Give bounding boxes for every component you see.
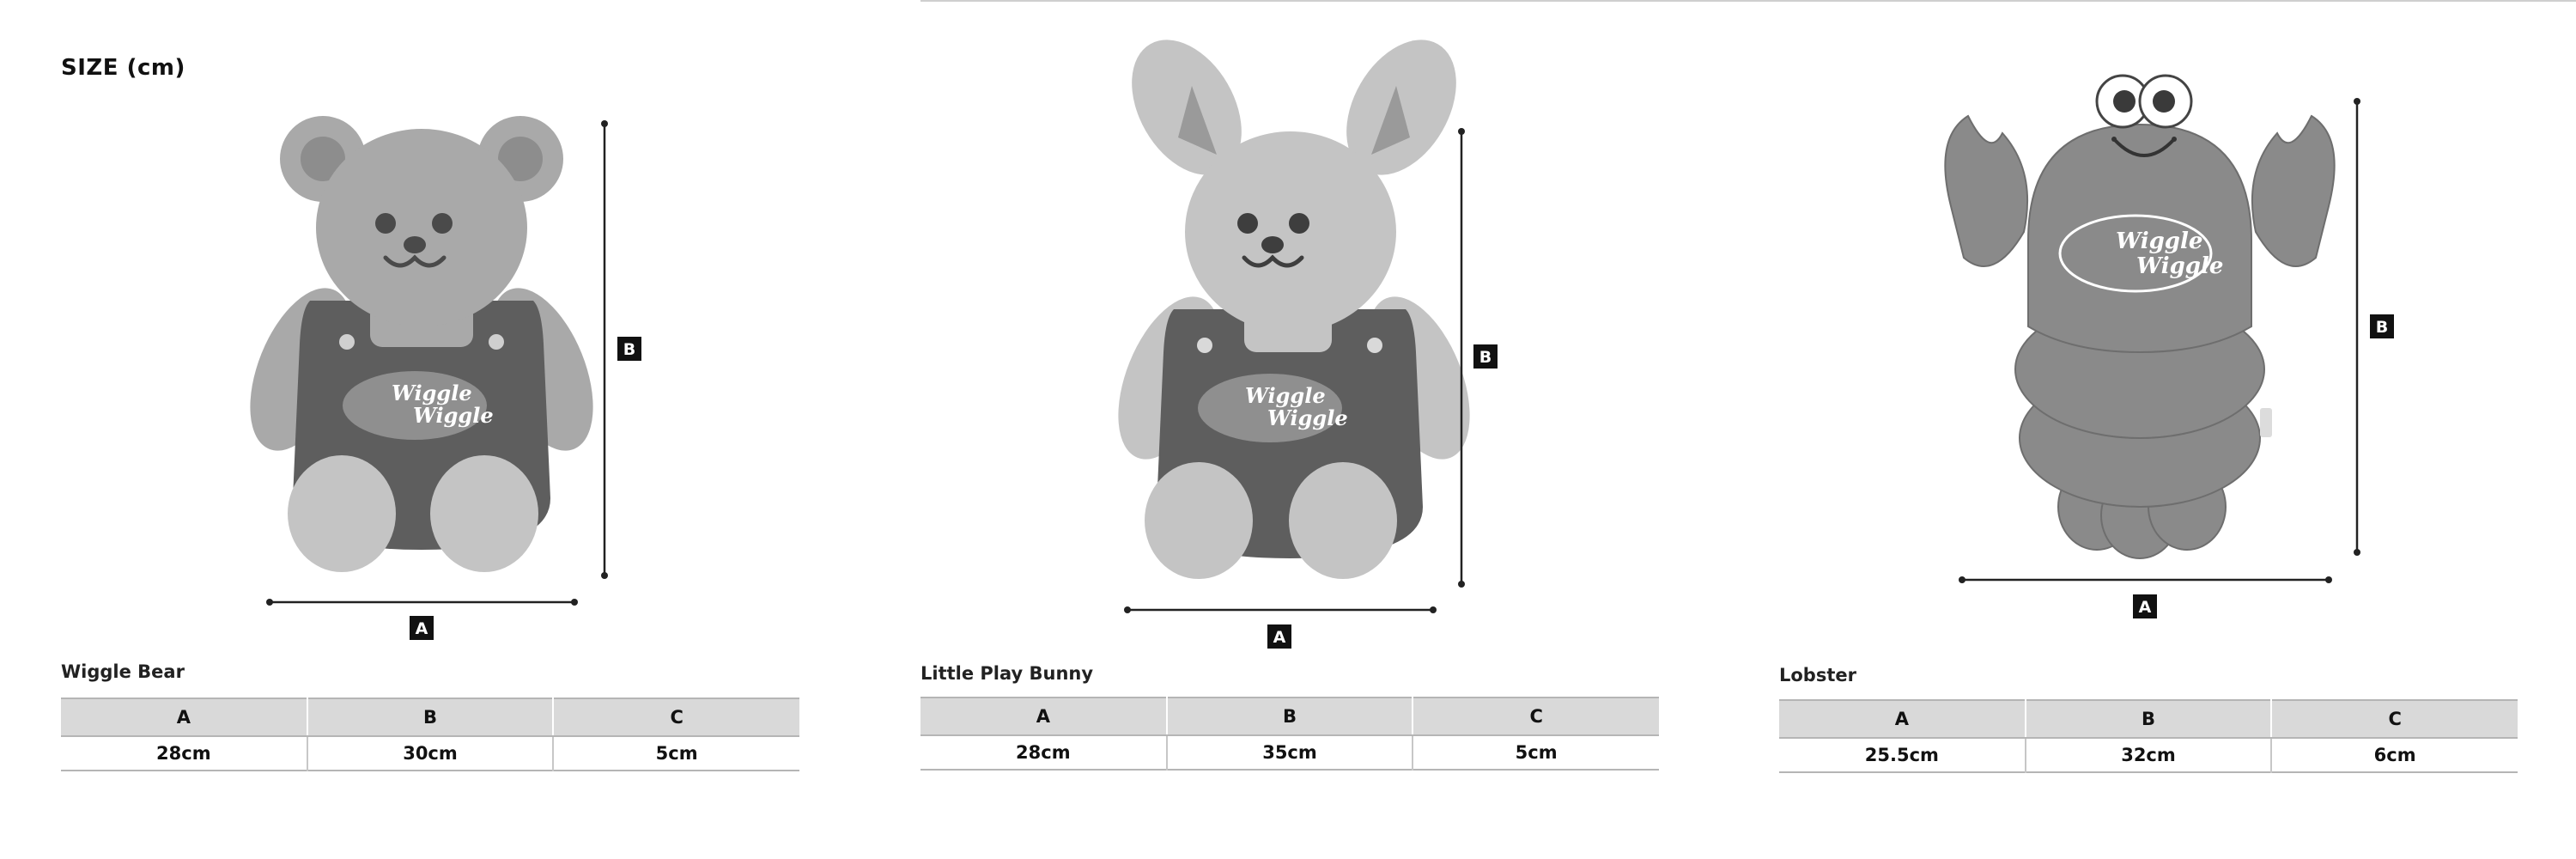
wiggle-logo-text: Wiggle bbox=[2136, 253, 2224, 279]
product-name: Wiggle Bear bbox=[61, 661, 185, 682]
wiggle-logo-text: Wiggle bbox=[413, 403, 494, 428]
column-header: A bbox=[1779, 700, 2026, 738]
size-b-value: 30cm bbox=[307, 736, 554, 771]
table-header-row bbox=[61, 698, 799, 736]
size-b-value: 35cm bbox=[1167, 735, 1413, 770]
size-table bbox=[920, 697, 1659, 771]
wiggle-logo-text: Wiggle bbox=[2116, 228, 2203, 254]
product-name: Lobster bbox=[1779, 665, 1856, 685]
dimension-a-label: A bbox=[1273, 628, 1286, 647]
wiggle-logo-text: Wiggle bbox=[1245, 383, 1326, 408]
page-title: SIZE (cm) bbox=[61, 55, 185, 81]
column-header: B bbox=[1167, 698, 1413, 735]
table-header-row bbox=[1779, 700, 2518, 738]
size-table bbox=[61, 698, 799, 771]
wiggle-logo-text: Wiggle bbox=[1267, 405, 1348, 430]
column-header: A bbox=[61, 698, 307, 736]
size-c-value: 5cm bbox=[1515, 742, 1558, 763]
column-header: B bbox=[2026, 700, 2272, 738]
lobster-illustration bbox=[1779, 0, 2518, 653]
bunny-illustration bbox=[920, 0, 1659, 653]
column-header: B bbox=[307, 698, 554, 736]
size-a-value: 25.5cm bbox=[1779, 738, 2026, 772]
wiggle-logo-text: Wiggle bbox=[392, 381, 472, 405]
column-header: A bbox=[920, 698, 1167, 735]
fabric-tag bbox=[2260, 408, 2272, 437]
dimension-a-label: A bbox=[415, 619, 428, 638]
size-b-value: 32cm bbox=[2026, 738, 2272, 772]
table-header-row bbox=[920, 698, 1659, 735]
product-name: Little Play Bunny bbox=[920, 663, 1094, 684]
teddy-bear-illustration bbox=[61, 0, 799, 653]
dimension-b-label: B bbox=[1479, 348, 1492, 367]
product-lobster bbox=[1779, 0, 2518, 859]
size-table bbox=[1779, 699, 2518, 773]
dimension-a-label: A bbox=[2138, 598, 2152, 617]
table-row bbox=[1779, 738, 2518, 772]
table-row bbox=[61, 736, 799, 771]
column-header: C bbox=[553, 698, 799, 736]
product-wiggle-bear bbox=[61, 0, 799, 859]
dimension-b-label: B bbox=[623, 340, 636, 359]
size-a-value: 28cm bbox=[920, 735, 1167, 770]
column-header: C bbox=[2271, 700, 2518, 738]
size-c-value: 5cm bbox=[655, 743, 698, 764]
size-c-value: 6cm bbox=[2373, 745, 2416, 765]
table-row bbox=[920, 735, 1659, 770]
column-header: C bbox=[1413, 698, 1659, 735]
dimension-b-label: B bbox=[2375, 318, 2389, 337]
product-little-play-bunny bbox=[920, 0, 1659, 859]
size-a-value: 28cm bbox=[61, 736, 307, 771]
